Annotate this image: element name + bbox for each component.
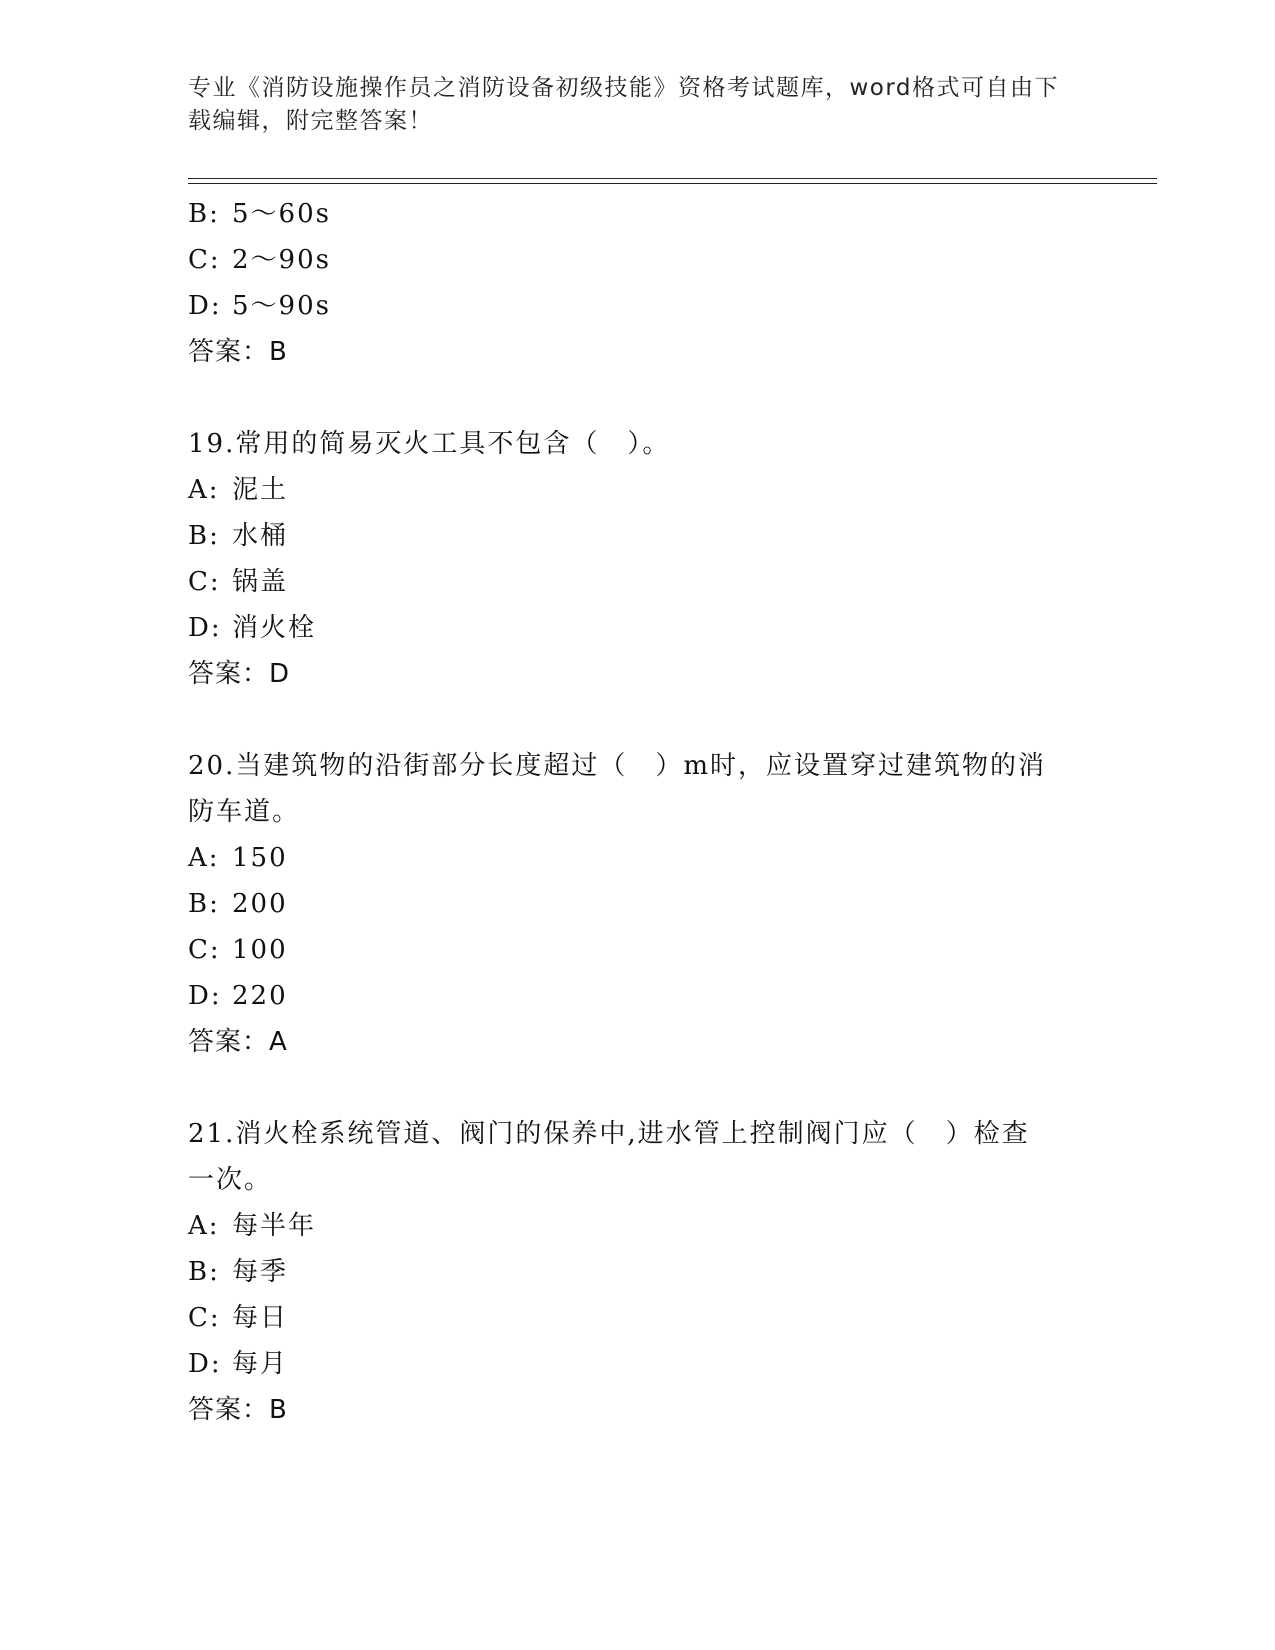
option-text: 2～90s bbox=[232, 245, 331, 275]
option-d bbox=[188, 605, 1088, 651]
option-a bbox=[188, 835, 1088, 881]
header-divider-bottom bbox=[188, 183, 1157, 184]
option-text: 100 bbox=[232, 935, 288, 965]
option-text: 5～60s bbox=[232, 199, 331, 229]
option-a bbox=[188, 467, 1088, 513]
option-key: D: bbox=[188, 1349, 222, 1379]
header-line-2: 载编辑，附完整答案！ bbox=[188, 108, 433, 134]
document-header bbox=[188, 72, 1068, 138]
option-c bbox=[188, 1295, 1088, 1341]
option-c bbox=[188, 927, 1088, 973]
option-b bbox=[188, 881, 1088, 927]
option-text: 泥土 bbox=[232, 475, 289, 505]
answer-line: 答案：B bbox=[188, 1395, 288, 1425]
option-text: 每月 bbox=[232, 1349, 289, 1379]
option-text: 220 bbox=[232, 981, 288, 1011]
option-text: 每季 bbox=[232, 1257, 289, 1287]
question-block-20 bbox=[188, 743, 1088, 1065]
option-text: 5～90s bbox=[232, 291, 331, 321]
question-block-19 bbox=[188, 421, 1088, 697]
option-text: 消火栓 bbox=[232, 613, 317, 643]
question-stem: 19.常用的简易灭火工具不包含（ ）。 bbox=[188, 429, 671, 459]
option-text: 锅盖 bbox=[232, 567, 289, 597]
option-key: C: bbox=[188, 567, 221, 597]
question-stem-line-2: 一次。 bbox=[188, 1165, 273, 1195]
option-a bbox=[188, 1203, 1088, 1249]
answer-line: 答案：B bbox=[188, 337, 288, 367]
question-stem-line-1: 21.消火栓系统管道、阀门的保养中,进水管上控制阀门应（ ）检查 bbox=[188, 1119, 1030, 1149]
option-key: A: bbox=[188, 843, 220, 873]
header-divider-top bbox=[188, 178, 1157, 179]
option-key: C: bbox=[188, 1303, 221, 1333]
option-text: 每半年 bbox=[232, 1211, 317, 1241]
option-key: A: bbox=[188, 1211, 220, 1241]
option-d bbox=[188, 283, 1088, 329]
question-list bbox=[188, 191, 1088, 1433]
question-block-18-partial bbox=[188, 191, 1088, 375]
header-line-1: 专业《消防设施操作员之消防设备初级技能》资格考试题库，word格式可自由下 bbox=[188, 75, 1060, 101]
option-text: 水桶 bbox=[232, 521, 289, 551]
option-key: A: bbox=[188, 475, 220, 505]
option-key: D: bbox=[188, 613, 222, 643]
option-key: D: bbox=[188, 291, 222, 321]
question-stem-line-2: 防车道。 bbox=[188, 797, 301, 827]
option-c bbox=[188, 237, 1088, 283]
option-d bbox=[188, 973, 1088, 1019]
option-b bbox=[188, 191, 1088, 237]
option-c bbox=[188, 559, 1088, 605]
option-key: B: bbox=[188, 199, 220, 229]
option-text: 200 bbox=[232, 889, 288, 919]
option-b bbox=[188, 513, 1088, 559]
option-text: 150 bbox=[232, 843, 288, 873]
option-d bbox=[188, 1341, 1088, 1387]
option-key: D: bbox=[188, 981, 222, 1011]
option-key: C: bbox=[188, 935, 221, 965]
option-key: B: bbox=[188, 1257, 220, 1287]
answer-line: 答案：D bbox=[188, 659, 291, 689]
answer-line: 答案：A bbox=[188, 1027, 288, 1057]
option-key: B: bbox=[188, 889, 220, 919]
question-stem-line-1: 20.当建筑物的沿街部分长度超过（ ）m时，应设置穿过建筑物的消 bbox=[188, 751, 1047, 781]
option-key: C: bbox=[188, 245, 221, 275]
option-key: B: bbox=[188, 521, 220, 551]
option-b bbox=[188, 1249, 1088, 1295]
option-text: 每日 bbox=[232, 1303, 289, 1333]
question-block-21 bbox=[188, 1111, 1088, 1433]
